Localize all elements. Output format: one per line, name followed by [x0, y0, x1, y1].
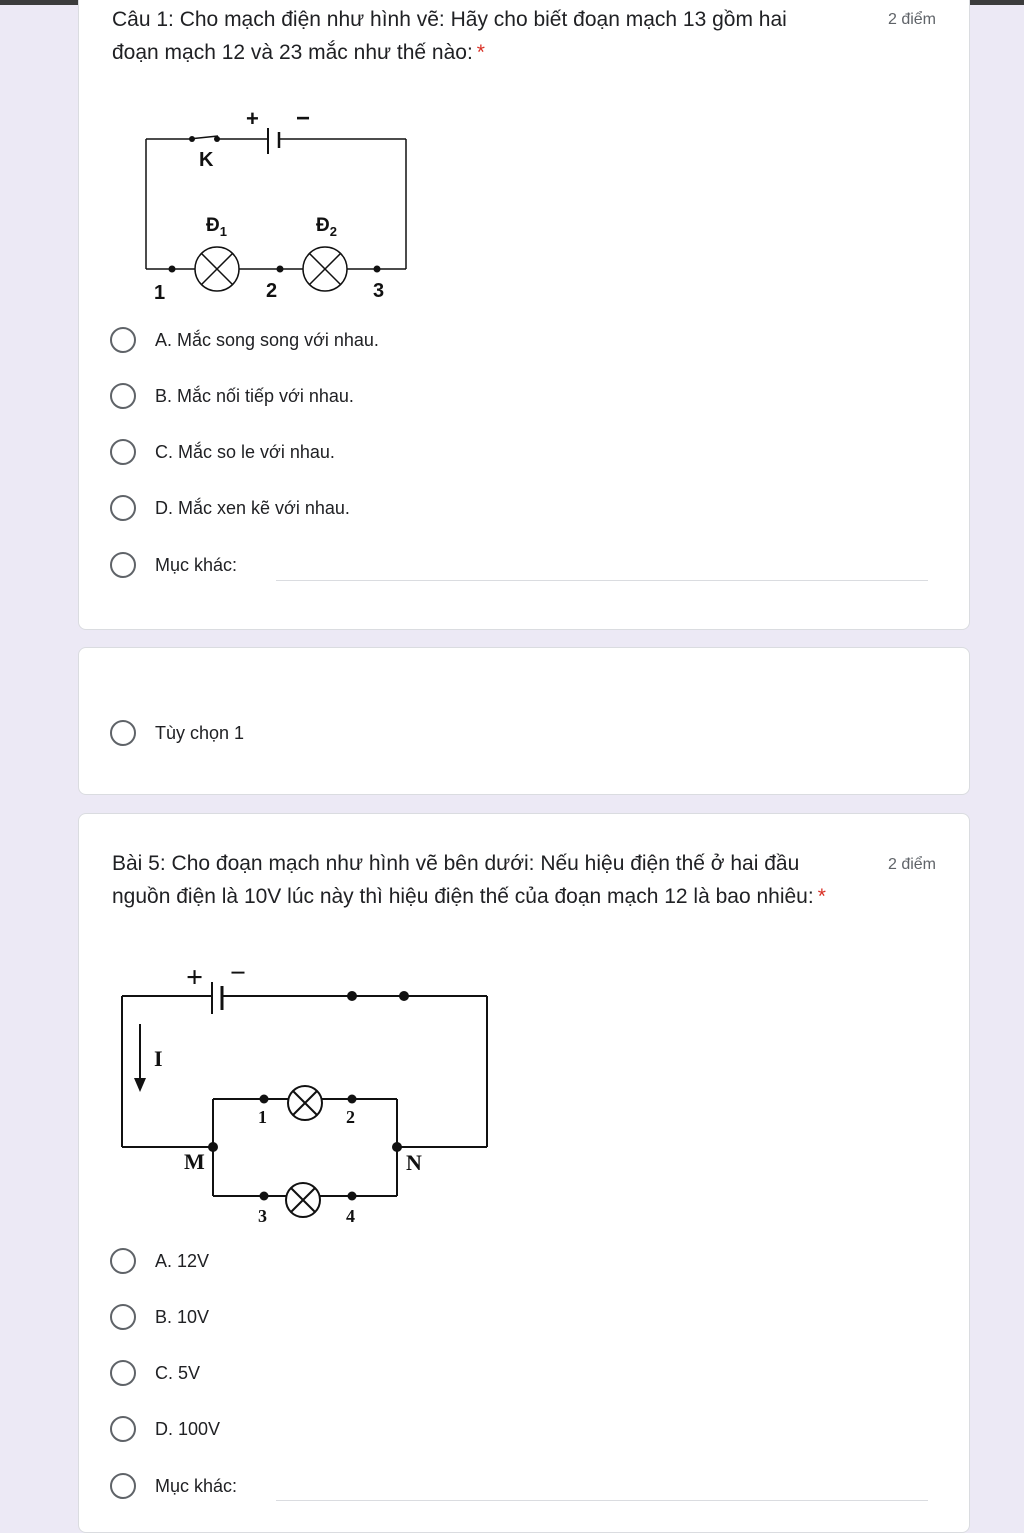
- radio-button[interactable]: [110, 1473, 136, 1499]
- circuit-diagram-2: [114, 954, 494, 1224]
- option-label: A. Mắc song song với nhau.: [155, 329, 379, 350]
- question-title: [112, 847, 882, 913]
- plus-label: +: [246, 106, 259, 131]
- other-text-input[interactable]: [276, 580, 928, 581]
- minus-label: −: [230, 958, 246, 989]
- question-card-2: [78, 647, 970, 795]
- points-label: 2 điểm: [887, 11, 936, 28]
- option-c[interactable]: [110, 437, 335, 467]
- node-n-label: N: [406, 1150, 422, 1175]
- minus-label: −: [296, 105, 311, 132]
- option-label: Tùy chọn 1: [155, 722, 245, 743]
- option-b[interactable]: [110, 1302, 209, 1332]
- radio-button[interactable]: [110, 1304, 136, 1330]
- radio-button[interactable]: [110, 439, 136, 465]
- circuit-diagram-1: [134, 96, 434, 306]
- option-label: D. Mắc xen kẽ với nhau.: [155, 497, 350, 518]
- option-label: C. Mắc so le với nhau.: [155, 441, 335, 462]
- option-a[interactable]: [110, 1246, 209, 1276]
- required-asterisk: *: [817, 885, 826, 908]
- question-title-line-1: Câu 1: Cho mạch điện như hình vẽ: Hãy cho biết đoạn mạch 13 gồm hai: [112, 8, 787, 31]
- option-d[interactable]: [110, 493, 350, 523]
- radio-button[interactable]: [110, 495, 136, 521]
- switch-label: K: [199, 149, 214, 171]
- question-card-3: [78, 813, 970, 1533]
- option-label: Mục khác:: [155, 554, 238, 575]
- option-d[interactable]: [110, 1414, 220, 1444]
- option-label: B. Mắc nối tiếp với nhau.: [155, 385, 354, 406]
- option-c[interactable]: [110, 1358, 200, 1388]
- option-1[interactable]: [110, 718, 244, 748]
- radio-button[interactable]: [110, 1360, 136, 1386]
- lamp1-label: $Đ_1$: [206, 215, 227, 239]
- radio-button[interactable]: [110, 383, 136, 409]
- option-other[interactable]: [110, 550, 237, 580]
- option-label: Mục khác:: [155, 1475, 238, 1496]
- radio-button[interactable]: [110, 552, 136, 578]
- radio-button[interactable]: [110, 1416, 136, 1442]
- points-label: 2 điểm: [887, 856, 936, 873]
- radio-button[interactable]: [110, 720, 136, 746]
- node-2-label: 2: [346, 1107, 355, 1127]
- question-title-line-2: nguồn điện là 10V lúc này thì hiệu điện thế của đoạn mạch 12 là bao nhiêu: *: [112, 885, 826, 908]
- node-3-label: 3: [258, 1206, 267, 1224]
- option-label: A. 12V: [155, 1250, 210, 1271]
- option-label: C. 5V: [155, 1362, 201, 1383]
- required-asterisk: *: [476, 41, 485, 64]
- lamp2-label: $Đ_2$: [316, 215, 337, 239]
- current-label: I: [154, 1046, 163, 1071]
- option-other[interactable]: [110, 1471, 237, 1501]
- node-1-label: 1: [258, 1107, 267, 1127]
- radio-button[interactable]: [110, 1248, 136, 1274]
- node-2-label: 2: [266, 280, 278, 302]
- node-1-label: 1: [154, 282, 166, 304]
- option-a[interactable]: [110, 325, 379, 355]
- node-4-label: 4: [346, 1206, 355, 1224]
- question-title-line-2: đoạn mạch 12 và 23 mắc như thế nào: *: [112, 41, 485, 64]
- radio-button[interactable]: [110, 327, 136, 353]
- plus-label: +: [186, 961, 204, 994]
- option-b[interactable]: [110, 381, 354, 411]
- option-label: D. 100V: [155, 1418, 221, 1439]
- question-title: [112, 3, 852, 69]
- question-card-1: [78, 0, 970, 630]
- node-m-label: M: [184, 1149, 205, 1174]
- option-label: B. 10V: [155, 1306, 210, 1327]
- node-3-label: 3: [373, 280, 385, 302]
- other-text-input[interactable]: [276, 1500, 928, 1501]
- question-title-line-1: Bài 5: Cho đoạn mạch như hình vẽ bên dưới: Nếu hiệu điện thế ở hai đầu: [112, 852, 800, 875]
